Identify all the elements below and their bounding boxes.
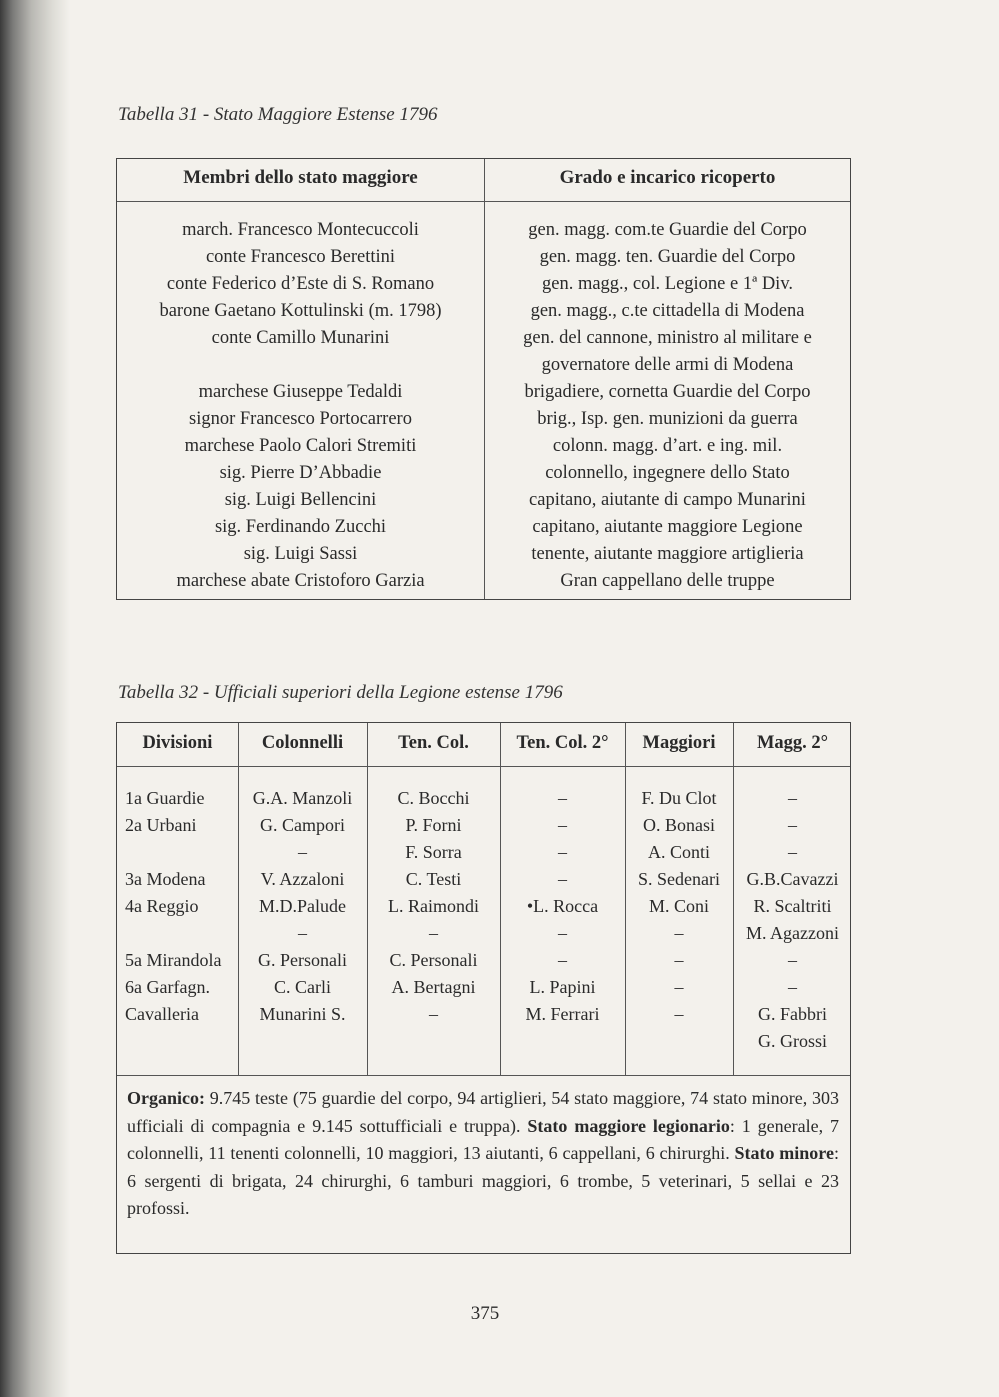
table31-role: colonnello, ingegnere dello Stato [545,463,790,483]
table32-cell-ten-col-2: – [558,923,567,943]
table31-member: marchese Paolo Calori Stremiti [184,436,417,456]
table31-header-members: Membri dello stato maggiore [183,167,418,188]
table32-cell-ten-col-2: M. Ferrari [525,1004,600,1024]
table32-cell-ten-col-2: – [558,842,567,862]
table31-members-column [117,217,484,595]
table31-member: march. Francesco Montecuccoli [182,220,419,240]
table31-member: marchese abate Cristoforo Garzia [176,571,425,591]
table32-cell-maggiore [625,1028,733,1055]
table31-role: brig., Isp. gen. munizioni da guerra [537,409,798,429]
table31 [116,158,851,600]
table32-cell-divisione [125,1028,238,1055]
table31-member: sig. Pierre D’Abbadie [219,463,382,483]
table32-cell-divisione: 1a Guardie [125,788,205,808]
table32-cell-maggiore: – [674,977,684,997]
book-spine-shadow [0,0,70,1397]
stato-minore-text: : 6 sergenti di brigata, 24 chirurghi, 6 tamburi maggiori, 6 trombe, 5 veterinari, 5 sellai e 23 profossi. [127,1143,839,1218]
table31-member: sig. Luigi Bellencini [224,490,377,510]
table32-cell-maggiore: A. Conti [647,842,710,862]
table32-cell-ten-col-2: •L. Rocca [526,896,599,916]
table31-role: gen. magg., c.te cittadella di Modena [530,301,805,321]
table32-cell-maggiore: – [674,950,684,970]
organico-label: Organico: [127,1088,205,1108]
table32-header-ten-col-2: Ten. Col. 2° [516,733,609,753]
table32-caption: Tabella 32 - Ufficiali superiori della Legione estense 1796 [118,682,563,703]
table32-cell-ten-col-2 [500,1028,625,1055]
table32-header-ten-col: Ten. Col. [398,733,469,753]
table32-cell-ten-col-2: – [558,950,567,970]
table31-role: gen. del cannone, ministro al militare e [523,328,812,348]
stato-minore-label: Stato minore [734,1143,834,1163]
table32-cell-ten-col: L. Raimondi [388,896,479,916]
table32-cell-ten-col-2: – [558,815,567,835]
table32-cell-colonnello: – [298,923,307,943]
table31-role: colonn. magg. d’art. e ing. mil. [552,436,783,456]
table31-member: marchese Giuseppe Tedaldi [198,382,403,402]
organico-paragraph [127,1085,839,1223]
table32-cell-magg-2: R. Scaltriti [753,896,832,916]
table32-cell-maggiore: O. Bonasi [643,815,715,835]
table32-cell-ten-col: C. Bocchi [397,788,470,808]
table31-role: governatore delle armi di Modena [541,355,794,375]
table32-cell-ten-col: – [429,1004,438,1024]
table31-member: signor Francesco Portocarrero [189,409,412,429]
table32-cell-magg-2: – [788,977,797,997]
table31-header-roles: Grado e incarico ricoperto [559,167,776,188]
table31-member: conte Francesco Berettini [205,247,396,267]
table32-cell-ten-col: C. Personali [389,950,478,970]
table31-caption: Tabella 31 - Stato Maggiore Estense 1796 [118,104,438,125]
table32-header-magg-2: Magg. 2° [756,733,829,753]
table32-cell-colonnello: G. Personali [258,950,347,970]
table32 [116,722,851,1254]
table32-cell-magg-2: – [788,788,797,808]
table32-header-divisioni: Divisioni [142,733,213,753]
table32-cell-ten-col: – [429,923,438,943]
table31-role: tenente, aiutante maggiore artiglieria [531,544,804,564]
table32-cell-divisione [125,920,238,947]
table32-cell-magg-2: – [788,950,797,970]
table31-member: barone Gaetano Kottulinski (m. 1798) [159,301,442,321]
table32-cell-ten-col-2: – [558,788,567,808]
table31-roles-column [484,217,851,595]
stato-maggiore-text: : 1 generale, 7 colonnelli, 11 tenenti colonnelli, 10 maggiori, 13 aiutanti, 6 cappellani, 6 chirurghi. [127,1115,840,1163]
table32-cell-maggiore: – [674,1004,684,1024]
table32-cell-colonnello: G. Campori [260,815,345,835]
table32-header-maggiori: Maggiori [642,733,716,753]
table31-member: sig. Ferdinando Zucchi [214,517,387,537]
table32-cell-colonnello: Munarini S. [259,1004,346,1024]
table31-member [117,352,484,379]
table32-cell-divisione: 4a Reggio [125,896,199,916]
table32-cell-ten-col-2: L. Papini [529,977,596,997]
table32-cell-divisione: Cavalleria [125,1004,199,1024]
table32-cell-magg-2: G.B.Cavazzi [746,869,839,889]
table32-cell-magg-2: G. Fabbri [758,1004,827,1024]
table31-role: brigadiere, cornetta Guardie del Corpo [524,382,811,402]
table32-cell-divisione: 2a Urbani [125,815,197,835]
table31-member: conte Federico d’Este di S. Romano [166,274,435,294]
table32-cell-divisione [125,839,238,866]
table32-cell-colonnello [238,1028,367,1055]
table31-role: gen. magg., col. Legione e 1ª Div. [541,274,793,294]
table32-cell-magg-2: G. Grossi [757,1031,827,1051]
table32-cell-magg-2: – [788,815,797,835]
table32-cell-ten-col [367,1028,500,1055]
table32-cell-colonnello: C. Carli [274,977,331,997]
table32-cell-ten-col: F. Sorra [405,842,462,862]
table32-cell-divisione: 3a Modena [125,869,206,889]
table32-cell-divisione: 5a Mirandola [125,950,222,970]
table32-cell-colonnello: G.A. Manzoli [252,788,353,808]
table32-header-colonnelli: Colonnelli [261,733,344,753]
table32-cell-ten-col: P. Forni [405,815,462,835]
table32-cell-colonnello: M.D.Palude [259,896,346,916]
table31-member: sig. Luigi Sassi [243,544,358,564]
organico-text: 9.745 teste (75 guardie del corpo, 94 artiglieri, 54 stato maggiore, 74 stato minore, 303 ufficiali di compagnia e 9.145 sottufficiali e truppa). [127,1088,839,1136]
table32-cell-maggiore: F. Du Clot [641,788,717,808]
table31-role: capitano, aiutante di campo Munarini [529,490,806,510]
table31-member: conte Camillo Munarini [211,328,390,348]
table32-cell-magg-2: M. Agazzoni [746,923,839,943]
stato-maggiore-label: Stato maggiore legionario [527,1115,730,1136]
table32-cell-ten-col-2: – [558,869,567,889]
table32-cell-colonnello: V. Azzaloni [260,869,345,889]
table32-cell-ten-col: A. Bertagni [391,977,476,997]
table32-cell-magg-2: – [788,842,797,862]
table32-cell-maggiore: S. Sedenari [638,869,720,889]
table31-role: capitano, aiutante maggiore Legione [532,517,803,537]
table32-cell-colonnello: – [298,842,307,862]
table32-cell-divisione: 6a Garfagn. [125,977,210,997]
table31-role: gen. magg. ten. Guardie del Corpo [539,247,796,267]
table31-role: gen. magg. com.te Guardie del Corpo [528,220,807,240]
table31-role: Gran cappellano delle truppe [560,571,775,591]
table32-cell-maggiore: – [674,923,684,943]
table32-cell-ten-col: C. Testi [405,869,462,889]
page-number: 375 [470,1303,500,1324]
table32-cell-maggiore: M. Coni [648,896,709,916]
